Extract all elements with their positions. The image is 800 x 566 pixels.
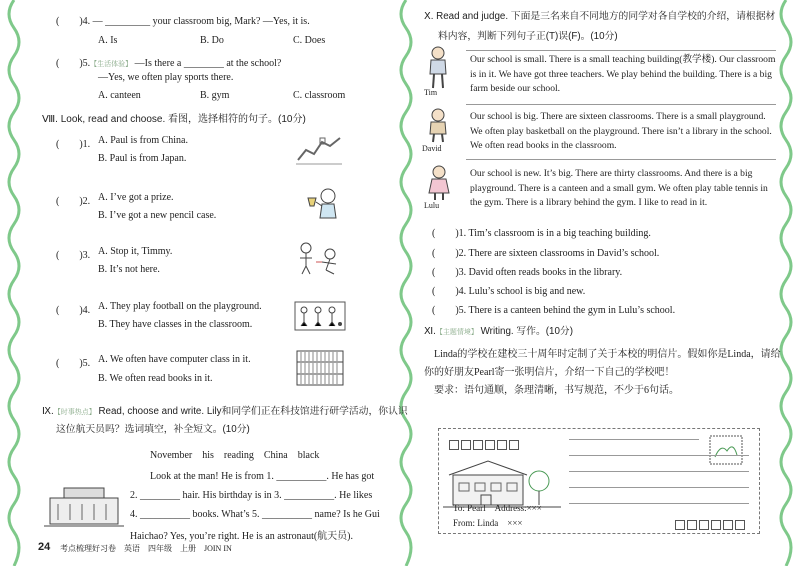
writing-line-4 — [569, 487, 749, 488]
section9-tag: 【时事热点】 — [53, 409, 96, 416]
children-playing-picture — [296, 240, 344, 276]
section9-title-line1 — [42, 403, 408, 417]
passage-line3: 4. __________ books. What’s 5. __________ name? Is he Gui — [130, 509, 380, 520]
section11-title-text: Writing. 写作。(10分) — [480, 326, 573, 337]
boy-with-prize-picture — [302, 186, 342, 226]
section8-title: Ⅷ. Look, read and choose. 看图，选择相符的句子。(10分) — [42, 114, 306, 125]
postcard-from: From: Linda ××× — [453, 518, 523, 528]
s8-q4-option-b[interactable]: B. They have classes in the classroom. — [98, 319, 253, 330]
david-bottom-rule — [466, 159, 776, 160]
david-label: David — [422, 144, 442, 153]
postcard-to: To: Pearl Address:××× — [453, 503, 542, 513]
q4-stem — [56, 12, 310, 27]
great-wall-picture — [296, 132, 342, 166]
writing-prompt-line1: Linda的学校在建校三十周年时定制了关于本校的明信片。假如你是Linda，请给 — [434, 349, 781, 360]
s8-q1-number[interactable]: ( )1. — [56, 139, 91, 150]
lulu-label: Lulu — [424, 201, 440, 210]
page-number: 24 — [38, 541, 51, 553]
judge-item-3[interactable]: ( )3. David often reads books in the library. — [432, 267, 623, 278]
sender-postcode-boxes — [675, 517, 747, 535]
playground-football-picture — [294, 300, 346, 332]
section9-title-line2: 这位航天员吗？选词填空，补全短文。(10分) — [56, 424, 250, 435]
q4-text: — _________ your classroom big, Mark? —Yes, it is. — [92, 16, 310, 27]
tim-bottom-rule — [466, 104, 776, 105]
q4-option-a[interactable]: A. Is — [98, 35, 118, 46]
section11-title — [424, 323, 573, 337]
writing-line-2 — [569, 455, 749, 456]
writing-prompt-line2: 你的好朋友Pearl寄一张明信片，介绍一下自己的学校吧！ — [424, 367, 675, 378]
s8-q2-number[interactable]: ( )2. — [56, 196, 91, 207]
q5-text: —Is there a ________ at the school? — [134, 58, 282, 69]
tim-figure — [424, 46, 452, 90]
s8-q4-option-a[interactable]: A. They play football on the playground. — [98, 301, 262, 312]
right-wavy-border — [778, 0, 800, 566]
judge-item-5[interactable]: ( )5. There is a canteen behind the gym in Lulu’s school. — [432, 305, 676, 316]
tim-passage: Our school is small. There is a small teaching building(教学楼). Our classroom is in it. We have got three teachers. We play behind the building. There is a big farm beside our school. — [470, 54, 776, 94]
q5-option-b[interactable]: B. gym — [200, 90, 230, 101]
q5-reply: —Yes, we often play sports there. — [98, 72, 234, 83]
q4-number: ( )4. — [56, 16, 91, 27]
judge-item-1[interactable]: ( )1. Tim’s classroom is in a big teaching building. — [432, 228, 651, 239]
left-wavy-border — [0, 0, 22, 566]
section9-title-a: Read, choose and write. Lily和同学们正在科技馆进行研学活动，你认识 — [98, 406, 408, 417]
s8-q3-option-b[interactable]: B. It’s not here. — [98, 264, 160, 275]
q4-option-b[interactable]: B. Do — [200, 35, 224, 46]
section9-roman: Ⅸ. — [42, 406, 54, 417]
s8-q4-number[interactable]: ( )4. — [56, 305, 91, 316]
writing-line-5 — [569, 503, 749, 504]
q5-tag: 【生活体验】 — [90, 61, 133, 68]
s8-q3-option-a[interactable]: A. Stop it, Timmy. — [98, 246, 173, 257]
s8-q1-option-b[interactable]: B. Paul is from Japan. — [98, 153, 187, 164]
passage-line1: Look at the man! He is from 1. __________. He has got — [150, 471, 375, 482]
s8-q2-option-a[interactable]: A. I’ve got a prize. — [98, 192, 174, 203]
section10-title-line2: 料内容，判断下列句子正(T)误(F)。(10分) — [438, 31, 618, 42]
q5-option-a[interactable]: A. canteen — [98, 90, 141, 101]
postcard — [438, 428, 760, 534]
lulu-passage: Our school is new. It’s big. There are thirty classrooms. And there is a big playground. There is a canteen and a small gym. We often play table tennis in the gym. There is a library behind the gym. I like to read in it. — [470, 168, 768, 208]
q5-option-c[interactable]: C. classroom — [293, 90, 346, 101]
stamp — [709, 435, 743, 465]
section10-title-line1: Ⅹ. Read and judge. 下面是三名来自不同地方的同学对各自学校的介绍，请根据材 — [424, 11, 776, 22]
judge-item-2[interactable]: ( )2. There are sixteen classrooms in David’s school. — [432, 248, 660, 259]
section11-tag: 【主题情境】 — [435, 329, 478, 336]
word-bank: November his reading China black — [150, 450, 320, 461]
s8-q5-number[interactable]: ( )5. — [56, 358, 91, 369]
passage-line4: Haichao? Yes, you’re right. He is an astronaut(航天员). — [130, 531, 354, 542]
center-wavy-divider — [395, 0, 417, 566]
q5-number: ( )5. — [56, 58, 91, 69]
david-passage: Our school is big. There are sixteen classrooms. There is a small playground. We often play basketball on the playground. There isn’t a library in the school. We often read books in the classroom. — [470, 111, 772, 151]
library-bookshelf-picture — [296, 350, 344, 386]
s8-q2-option-b[interactable]: B. I’ve got a new pencil case. — [98, 210, 217, 221]
lulu-figure — [426, 165, 452, 201]
postcode-boxes — [449, 437, 521, 455]
s8-q1-option-a[interactable]: A. Paul is from China. — [98, 135, 188, 146]
q5-stem — [56, 54, 281, 69]
judge-item-4[interactable]: ( )4. Lulu’s school is big and new. — [432, 286, 586, 297]
section11-roman: Ⅺ. — [424, 326, 436, 337]
tim-top-rule — [466, 50, 776, 51]
s8-q5-option-a[interactable]: A. We often have computer class in it. — [98, 354, 251, 365]
s8-q5-option-b[interactable]: B. We often read books in it. — [98, 373, 213, 384]
science-museum-picture — [44, 482, 124, 530]
writing-requirements: 要求：语句通顺，条理清晰，书写规范，不少于6句话。 — [434, 385, 679, 396]
tim-label: Tim — [424, 88, 438, 97]
writing-line-3 — [569, 471, 749, 472]
q4-option-c[interactable]: C. Does — [293, 35, 326, 46]
passage-line2: 2. ________ hair. His birthday is in 3. __________. He likes — [130, 490, 373, 501]
david-figure — [424, 108, 452, 144]
s8-q3-number[interactable]: ( )3. — [56, 250, 91, 261]
book-title-footer: 考点梳理好习卷 英语 四年级 上册 JOIN IN — [60, 544, 232, 553]
writing-line-1 — [569, 439, 699, 440]
